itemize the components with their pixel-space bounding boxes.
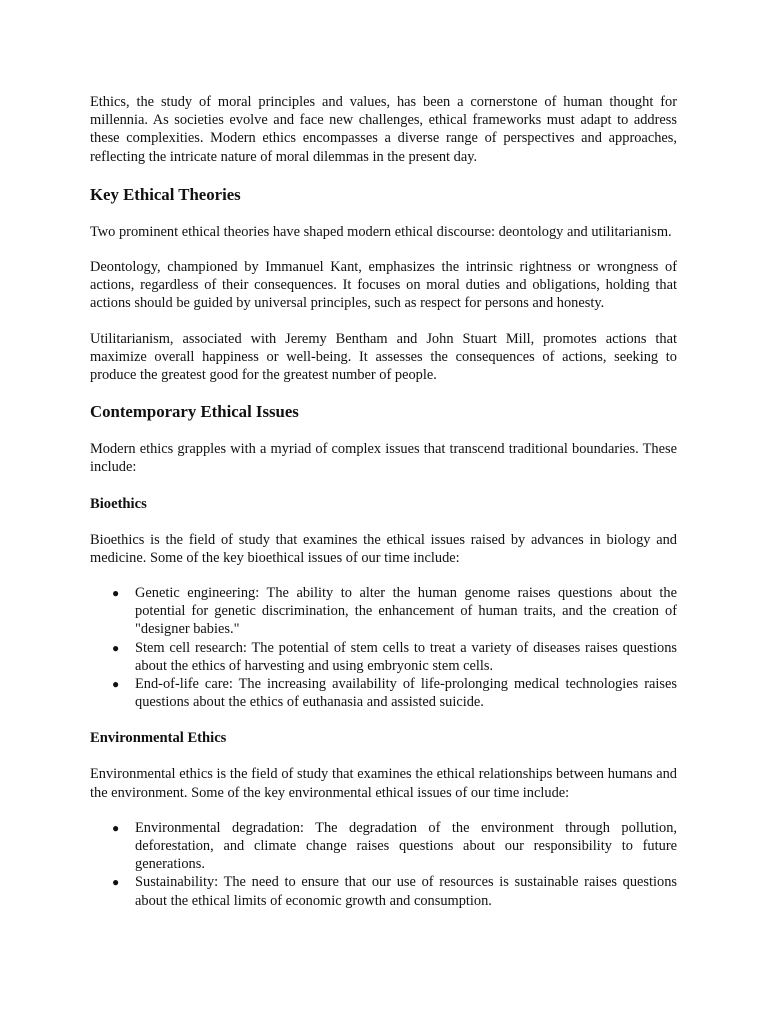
- list-item-text: Environmental degradation: The degradation of the environment through pollution, deforestation, and climate change raises questions about our responsibility to future generations.: [135, 819, 677, 873]
- bioethics-heading: Bioethics: [90, 495, 147, 512]
- key-theories-paragraph-1: Two prominent ethical theories have shaped modern ethical discourse: deontology and utilitarianism.: [90, 223, 672, 240]
- bullet-icon: ●: [112, 875, 120, 890]
- bullet-icon: ●: [112, 640, 120, 655]
- contemporary-paragraph: Modern ethics grapples with a myriad of complex issues that transcend traditional boundaries. These include:: [90, 441, 677, 476]
- environmental-paragraph: Environmental ethics is the field of study that examines the ethical relationships between humans and the environment. Some of the key environmental ethical issues of our time include:: [90, 766, 677, 801]
- intro-paragraph: Ethics, the study of moral principles and values, has been a cornerstone of human thought for millennia. As societies evolve and face new challenges, ethical frameworks must adapt to address these complexities. Modern ethics encompasses a diverse range of perspectives and approaches, reflecting the intricate nature of moral dilemmas in the present day.: [90, 94, 677, 165]
- environmental-heading: Environmental Ethics: [90, 730, 227, 747]
- list-item-text: End-of-life care: The increasing availability of life-prolonging medical technologies raises questions about the ethics of euthanasia and assisted suicide.: [135, 676, 677, 711]
- list-item: [90, 873, 677, 909]
- key-theories-paragraph-2: Deontology, championed by Immanuel Kant, emphasizes the intrinsic rightness or wrongness of actions, regardless of their consequences. It focuses on moral duties and obligations, holding that actions should be guided by universal principles, such as respect for persons and honesty.: [90, 259, 677, 312]
- contemporary-heading: Contemporary Ethical Issues: [90, 402, 299, 422]
- environmental-list: [90, 819, 677, 910]
- bioethics-paragraph: Bioethics is the field of study that examines the ethical issues raised by advances in biology and medicine. Some of the key bioethical issues of our time include:: [90, 531, 677, 566]
- list-item-text: Stem cell research: The potential of stem cells to treat a variety of diseases raises questions about the ethics of harvesting and using embryonic stem cells.: [135, 639, 677, 674]
- list-item: [90, 584, 677, 639]
- list-item: [90, 819, 677, 874]
- bullet-icon: ●: [112, 677, 120, 692]
- list-item: [90, 675, 677, 711]
- list-item-text: Sustainability: The need to ensure that our use of resources is sustainable raises questions about the ethical limits of economic growth and consumption.: [135, 874, 677, 909]
- list-item-text: Genetic engineering: The ability to alter the human genome raises questions about the potential for genetic discrimination, the enhancement of human traits, and the creation of "designer babies.": [135, 585, 677, 638]
- list-item: [90, 639, 677, 675]
- bullet-icon: ●: [112, 820, 120, 835]
- document-page: [90, 93, 677, 910]
- key-theories-paragraph-3: Utilitarianism, associated with Jeremy Bentham and John Stuart Mill, promotes actions that maximize overall happiness or well-being. It assesses the consequences of actions, seeking to produce the greatest good for the greatest number of people.: [90, 330, 677, 384]
- bullet-icon: ●: [112, 586, 120, 601]
- bioethics-list: [90, 584, 677, 711]
- key-theories-heading: Key Ethical Theories: [90, 184, 241, 204]
